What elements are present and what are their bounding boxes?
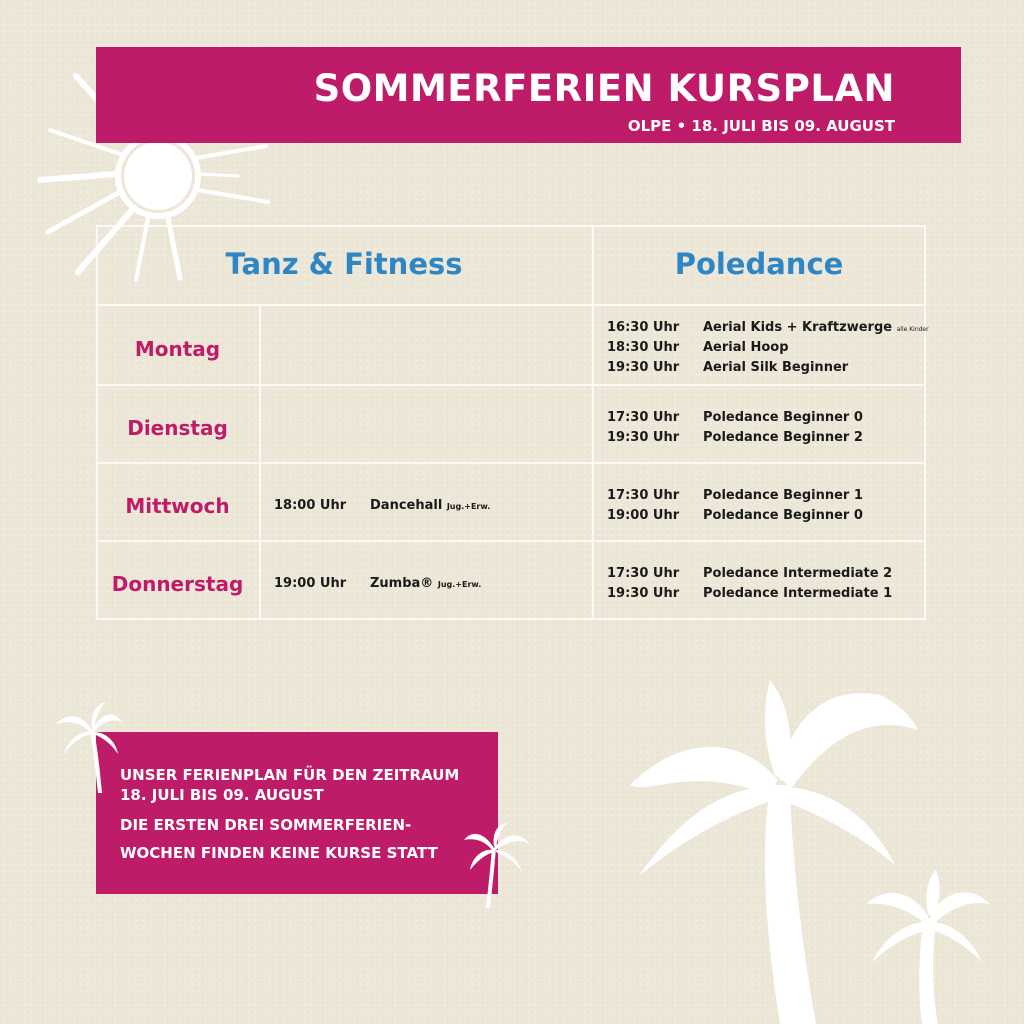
palm-tree-icon	[862, 868, 994, 1024]
mittwoch-tanz-course-1	[370, 498, 490, 513]
column-header-tanz-fitness: Tanz & Fitness	[225, 247, 463, 281]
montag-pole-course-3: Aerial Silk Beginner	[703, 360, 849, 375]
montag-pole-time-2: 18:30 Uhr	[607, 340, 680, 355]
course-tag: Jug.+Erw.	[446, 502, 491, 511]
dienstag-pole-time-1: 17:30 Uhr	[607, 410, 680, 425]
course-name: Dancehall	[370, 498, 443, 513]
schedule-table	[96, 225, 929, 619]
donnerstag-tanz-course-1	[370, 576, 481, 591]
donnerstag-pole-time-1: 17:30 Uhr	[607, 566, 680, 581]
montag-pole-course-2: Aerial Hoop	[703, 340, 789, 355]
donnerstag-pole-time-2: 19:30 Uhr	[607, 586, 680, 601]
page-subtitle: OLPE • 18. JULI BIS 09. AUGUST	[627, 117, 895, 135]
mittwoch-pole-course-1: Poledance Beginner 1	[703, 488, 863, 503]
donnerstag-pole-course-2: Poledance Intermediate 1	[703, 586, 893, 601]
mittwoch-pole-time-2: 19:00 Uhr	[607, 508, 680, 523]
palm-tree-icon	[54, 700, 124, 795]
montag-pole-time-3: 19:30 Uhr	[607, 360, 680, 375]
mittwoch-pole-time-1: 17:30 Uhr	[607, 488, 680, 503]
dienstag-pole-time-2: 19:30 Uhr	[607, 430, 680, 445]
info-box	[96, 732, 498, 894]
day-label-montag: Montag	[134, 337, 221, 361]
info-line-1: UNSER FERIENPLAN FÜR DEN ZEITRAUM	[120, 766, 460, 784]
course-name: Aerial Kids + Kraftzwerge	[703, 320, 893, 335]
montag-pole-course-1	[703, 320, 929, 335]
day-label-donnerstag: Donnerstag	[111, 572, 244, 596]
palm-tree-icon	[462, 818, 532, 910]
info-line-2: 18. JULI BIS 09. AUGUST	[120, 786, 324, 804]
day-label-mittwoch: Mittwoch	[125, 494, 230, 518]
mittwoch-tanz-time-1: 18:00 Uhr	[274, 498, 347, 513]
mittwoch-pole-course-2: Poledance Beginner 0	[703, 508, 863, 523]
column-header-poledance: Poledance	[674, 247, 844, 281]
day-label-dienstag: Dienstag	[127, 416, 228, 440]
donnerstag-pole-course-1: Poledance Intermediate 2	[703, 566, 893, 581]
dienstag-pole-course-2: Poledance Beginner 2	[703, 430, 863, 445]
course-name: Zumba®	[370, 576, 434, 591]
course-tag: Jug.+Erw.	[437, 580, 482, 589]
donnerstag-tanz-time-1: 19:00 Uhr	[274, 576, 347, 591]
montag-pole-time-1: 16:30 Uhr	[607, 320, 680, 335]
info-line-4: WOCHEN FINDEN KEINE KURSE STATT	[120, 844, 438, 862]
dienstag-pole-course-1: Poledance Beginner 0	[703, 410, 863, 425]
info-line-3: DIE ERSTEN DREI SOMMERFERIEN-	[120, 816, 412, 834]
header-banner	[96, 47, 961, 143]
course-tag: alle Kinder	[896, 326, 929, 333]
page-title: SOMMERFERIEN KURSPLAN	[313, 67, 895, 110]
